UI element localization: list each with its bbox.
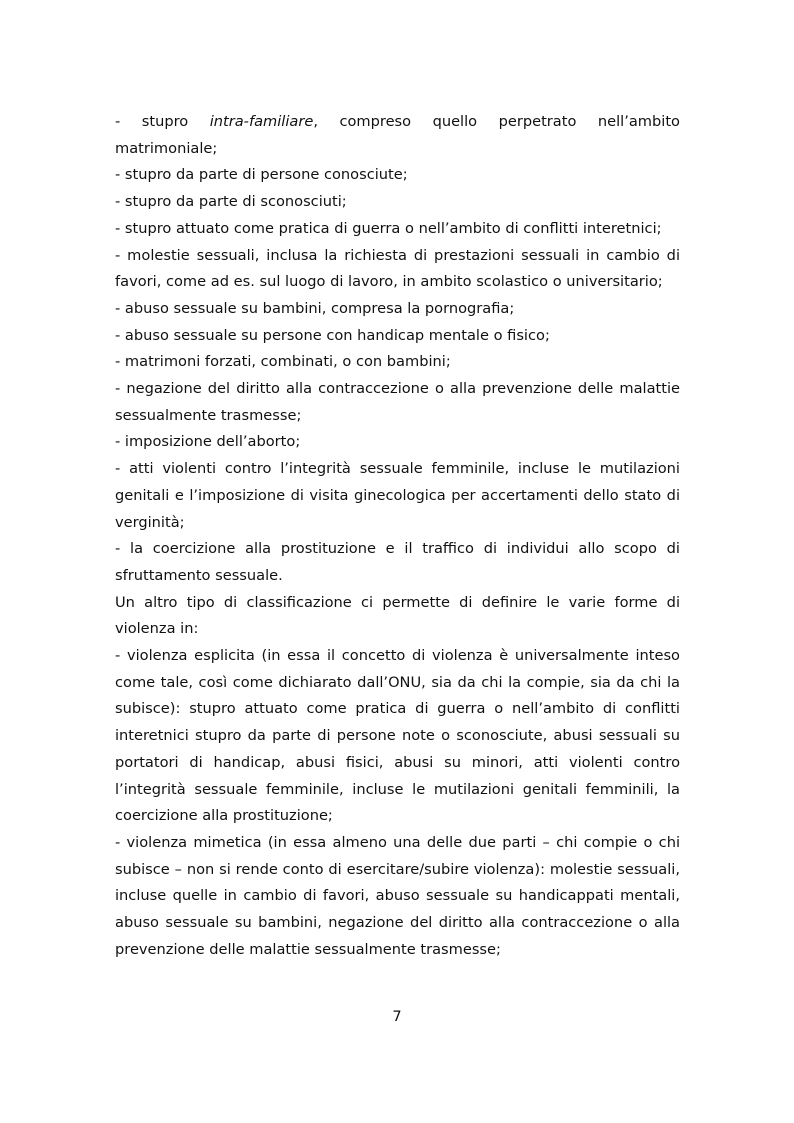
paragraph: - stupro attuato come pratica di guerra o nell’ambito di conflitti interetnici;	[115, 219, 662, 237]
paragraph: - stupro da parte di sconosciuti;	[115, 193, 347, 211]
page-number: 7	[392, 1008, 402, 1025]
italic-term: intra-familiare	[209, 113, 314, 130]
paragraph: - violenza esplicita (in essa il concetto di violenza è universalmente inteso come tale, così come dichiarato dall’ONU, sia da chi la compie, sia da chi la subisce): stupro attuato come pratica di guerra o nell’ambito di conflitti interetnici stupro da parte di persone note o sconosciute, abusi sessuali su portatori di handicap, abusi fisici, abusi su minori, atti violenti contro l’integrità sessuale femminile, incluse le mutilazioni genitali femminili, la coercizione alla prostituzione;	[115, 647, 680, 825]
paragraph: - stupro da parte di persone conosciute;	[115, 166, 408, 184]
paragraph: - stupro intra-familiare, compreso quello perpetrato nell’ambito matrimoniale;	[115, 113, 680, 157]
paragraph: - matrimoni forzati, combinati, o con bambini;	[115, 353, 451, 371]
paragraph: - negazione del diritto alla contraccezione o alla prevenzione delle malattie sessualmente trasmesse;	[115, 380, 680, 424]
paragraph: - atti violenti contro l’integrità sessuale femminile, incluse le mutilazioni genitali e l’imposizione di visita ginecologica per accertamenti dello stato di verginità;	[115, 460, 680, 531]
paragraph: - la coercizione alla prostituzione e il traffico di individui allo scopo di sfruttamento sessuale.	[115, 540, 680, 584]
paragraph: - abuso sessuale su persone con handicap mentale o fisico;	[115, 326, 550, 344]
paragraph: - violenza mimetica (in essa almeno una delle due parti – chi compie o chi subisce – non si rende conto di esercitare/subire violenza): molestie sessuali, incluse quelle in cambio di favori, abuso sessuale su handicappati mentali, abuso sessuale su bambini, negazione del diritto alla contraccezione o alla prevenzione delle malattie sessualmente trasmesse;	[115, 833, 680, 958]
body-text	[115, 109, 680, 964]
paragraph: Un altro tipo di classificazione ci permette di definire le varie forme di violenza in:	[115, 593, 680, 638]
paragraph: - abuso sessuale su bambini, compresa la pornografia;	[115, 299, 515, 317]
paragraph: - imposizione dell’aborto;	[115, 433, 301, 451]
paragraph: - molestie sessuali, inclusa la richiesta di prestazioni sessuali in cambio di favori, come ad es. sul luogo di lavoro, in ambito scolastico o universitario;	[115, 246, 680, 291]
